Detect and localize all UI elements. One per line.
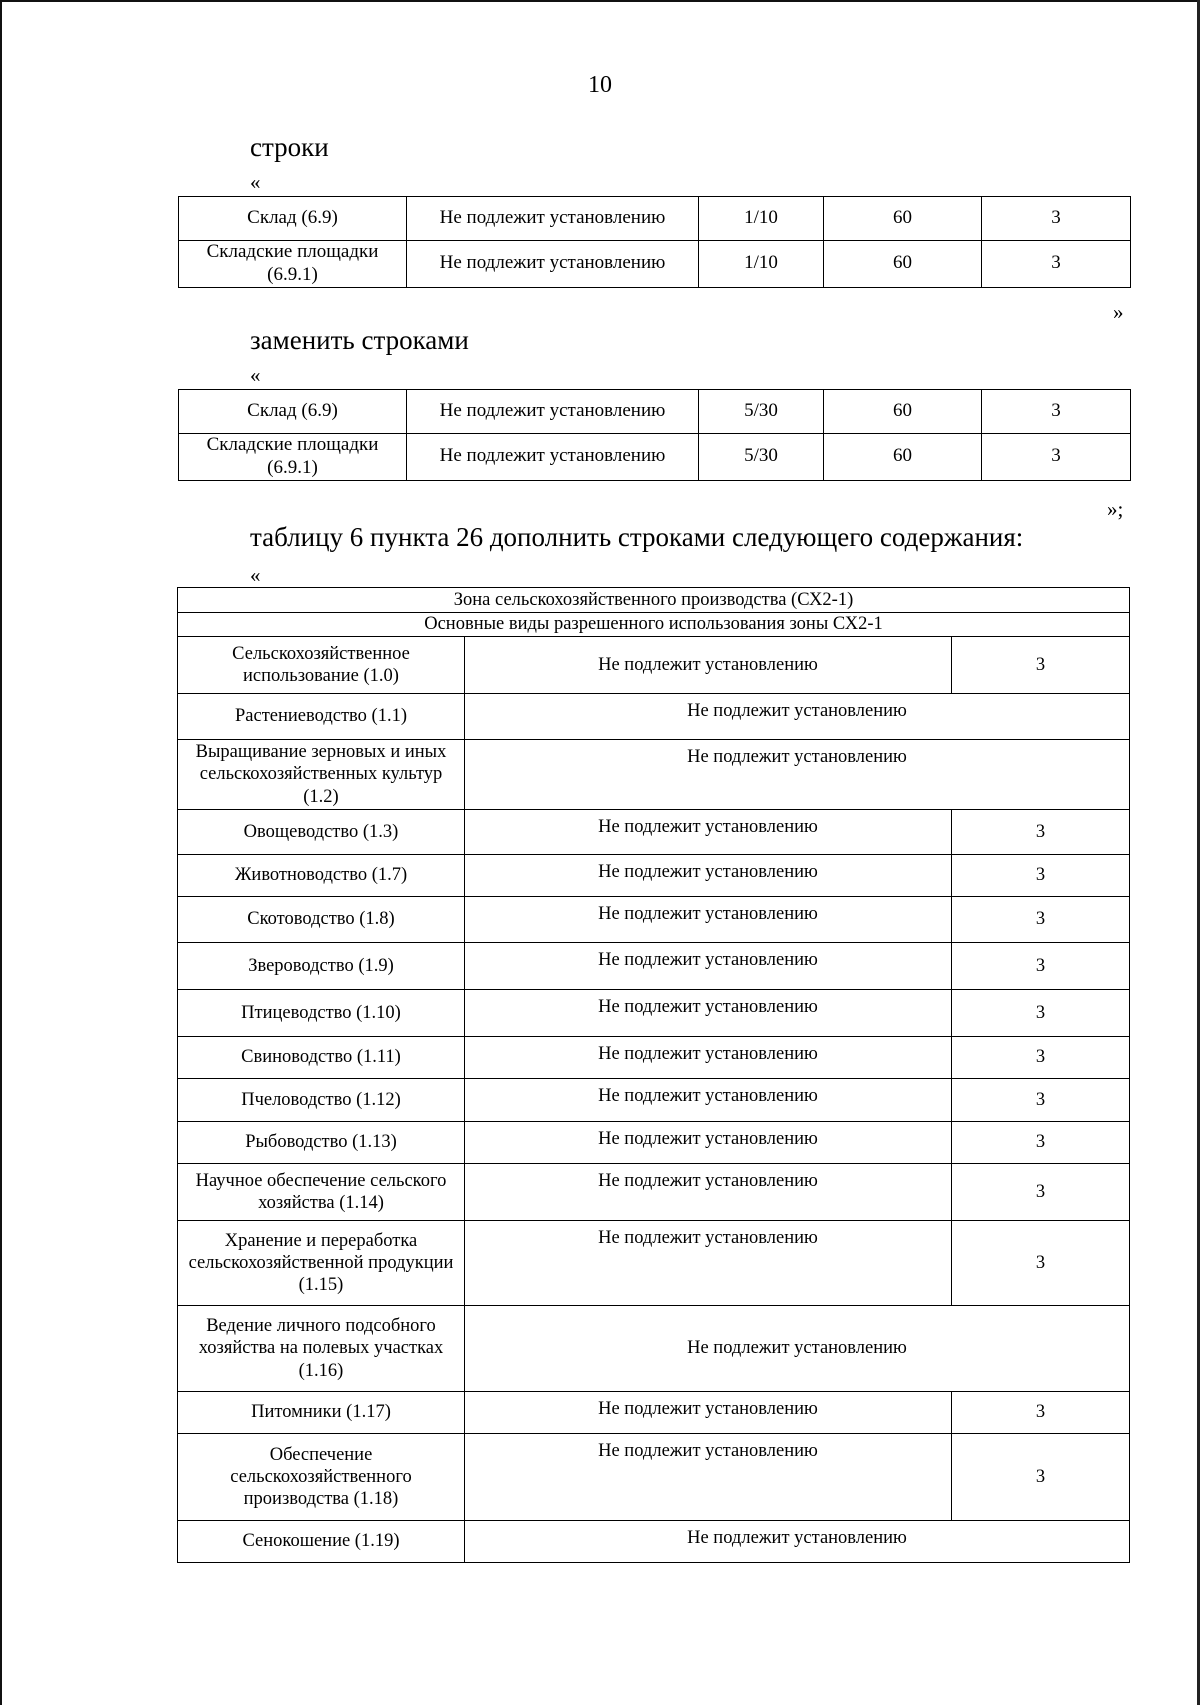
rule-cell: Не подлежит установлению [465,810,952,855]
value-cell: 3 [952,1079,1130,1122]
value-cell: 3 [982,241,1131,288]
rule-cell: Не подлежит установлению [465,1221,952,1306]
density-cell: 1/10 [699,241,824,288]
rule-cell-merged: Не подлежит установлению [465,740,1130,810]
height-cell: 60 [824,197,982,241]
value-cell: 3 [952,1037,1130,1079]
table-row [178,740,1130,810]
value-cell: 3 [982,197,1131,241]
table-row [178,694,1130,740]
rule-cell: Не подлежит установлению [465,897,952,943]
table-row [178,943,1130,990]
table-row [178,637,1130,694]
value-cell: 3 [952,1164,1130,1221]
table-old-rows [178,196,1131,288]
use-type-cell: Звероводство (1.9) [178,943,465,990]
use-type-cell: Складские площадки (6.9.1) [179,241,407,288]
table-row [178,1079,1130,1122]
table-row [178,1221,1130,1306]
intro-rows: строки [250,132,329,162]
table-row [178,1392,1130,1434]
use-type-cell: Научное обеспечение сельского хозяйства (1.14) [178,1164,465,1221]
value-cell: 3 [952,1122,1130,1164]
value-cell: 3 [982,390,1131,434]
value-cell: 3 [952,1392,1130,1434]
table-row [179,241,1131,288]
open-quote-1: « [250,170,261,194]
open-quote-3: « [250,563,261,587]
density-cell: 5/30 [699,390,824,434]
rule-cell: Не подлежит установлению [465,1164,952,1221]
intro-replace: заменить строками [250,325,469,355]
use-type-cell: Скотоводство (1.8) [178,897,465,943]
use-type-cell: Обеспечение сельскохозяйственного производства (1.18) [178,1434,465,1521]
use-type-cell: Ведение личного подсобного хозяйства на полевых участках (1.16) [178,1306,465,1392]
rule-cell-merged: Не подлежит установлению [465,1306,1130,1392]
table-row [179,434,1131,481]
table-new-rows [178,389,1131,481]
rule-cell: Не подлежит установлению [407,197,699,241]
table-row [178,1521,1130,1563]
value-cell: 3 [952,897,1130,943]
value-cell: 3 [982,434,1131,481]
open-quote-2: « [250,363,261,387]
height-cell: 60 [824,434,982,481]
rule-cell: Не подлежит установлению [465,1434,952,1521]
table-row [178,1037,1130,1079]
table-row [178,990,1130,1037]
rule-cell-merged: Не подлежит установлению [465,1521,1130,1563]
table-row [178,1164,1130,1221]
use-type-cell: Пчеловодство (1.12) [178,1079,465,1122]
rule-cell-merged: Не подлежит установлению [465,694,1130,740]
value-cell: 3 [952,855,1130,897]
rule-cell: Не подлежит установлению [407,390,699,434]
scan-edge-top [0,0,1200,2]
intro-table6: таблицу 6 пункта 26 дополнить строками следующего содержания: [250,522,1024,552]
use-type-cell: Выращивание зерновых и иных сельскохозяйственных культур (1.2) [178,740,465,810]
zone-subtitle: Основные виды разрешенного использования зоны СХ2-1 [178,613,1130,637]
close-quote-1: » [1113,300,1124,324]
table-zone-sx2-1 [177,587,1130,1563]
use-type-cell: Свиноводство (1.11) [178,1037,465,1079]
rule-cell: Не подлежит установлению [465,855,952,897]
use-type-cell: Овощеводство (1.3) [178,810,465,855]
value-cell: 3 [952,1434,1130,1521]
value-cell: 3 [952,637,1130,694]
rule-cell: Не подлежит установлению [465,990,952,1037]
table-row [178,1434,1130,1521]
use-type-cell: Складские площадки (6.9.1) [179,434,407,481]
table-row [179,197,1131,241]
table-row [178,855,1130,897]
value-cell: 3 [952,1221,1130,1306]
table-row [178,1306,1130,1392]
rule-cell: Не подлежит установлению [465,637,952,694]
rule-cell: Не подлежит установлению [407,241,699,288]
close-quote-2: »; [1107,497,1124,521]
density-cell: 5/30 [699,434,824,481]
use-type-cell: Склад (6.9) [179,390,407,434]
use-type-cell: Питомники (1.17) [178,1392,465,1434]
value-cell: 3 [952,943,1130,990]
table-row [178,897,1130,943]
rule-cell: Не подлежит установлению [465,1392,952,1434]
use-type-cell: Склад (6.9) [179,197,407,241]
table-row [178,810,1130,855]
scan-edge-left [0,0,2,1705]
density-cell: 1/10 [699,197,824,241]
use-type-cell: Сенокошение (1.19) [178,1521,465,1563]
use-type-cell: Рыбоводство (1.13) [178,1122,465,1164]
use-type-cell: Животноводство (1.7) [178,855,465,897]
rule-cell: Не подлежит установлению [465,1037,952,1079]
value-cell: 3 [952,990,1130,1037]
table-row [178,1122,1130,1164]
rule-cell: Не подлежит установлению [465,1079,952,1122]
zone-title: Зона сельскохозяйственного производства (СХ2-1) [178,588,1130,613]
rule-cell: Не подлежит установлению [407,434,699,481]
use-type-cell: Растениеводство (1.1) [178,694,465,740]
page-number: 10 [588,72,612,98]
use-type-cell: Птицеводство (1.10) [178,990,465,1037]
rule-cell: Не подлежит установлению [465,1122,952,1164]
table-row [179,390,1131,434]
height-cell: 60 [824,241,982,288]
use-type-cell: Хранение и переработка сельскохозяйственной продукции (1.15) [178,1221,465,1306]
rule-cell: Не подлежит установлению [465,943,952,990]
use-type-cell: Сельскохозяйственное использование (1.0) [178,637,465,694]
height-cell: 60 [824,390,982,434]
value-cell: 3 [952,810,1130,855]
